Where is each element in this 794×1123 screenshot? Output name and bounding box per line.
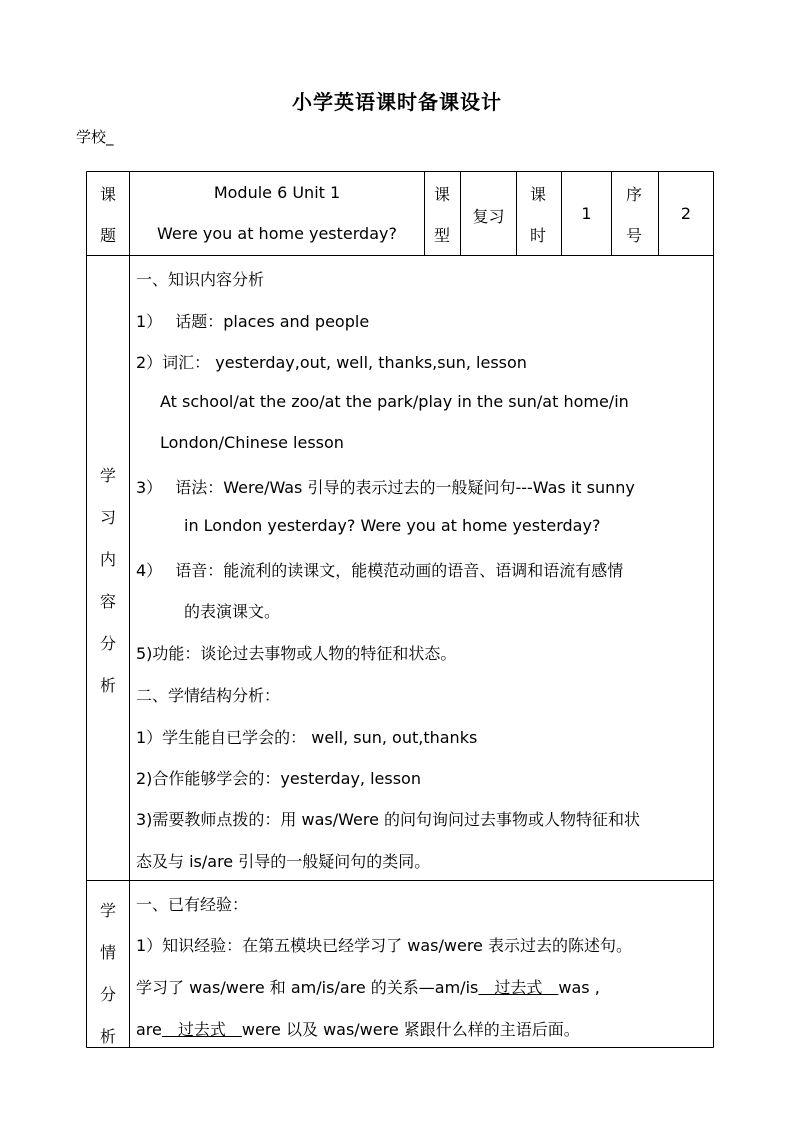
situation-label-char: 分	[99, 985, 116, 1004]
seq-value: 2	[680, 204, 692, 223]
topic-label-char: 课	[99, 185, 116, 204]
study-line: 5)功能：谈论过去事物或人物的特征和状态。	[136, 644, 457, 663]
study-label-char: 学	[99, 466, 116, 485]
situation-text: was ,	[558, 978, 600, 997]
situation-text: are	[136, 1020, 162, 1039]
situation-label-char: 学	[99, 901, 116, 920]
study-label-char: 分	[99, 634, 116, 653]
topic-line-2: Were you at home yesterday?	[157, 224, 397, 243]
type-label	[422, 182, 462, 246]
seq-label-char: 序	[625, 185, 642, 204]
study-label-char: 析	[99, 676, 116, 695]
topic-label	[88, 182, 128, 246]
study-label	[88, 455, 128, 707]
study-line: 态及与 is/are 引导的一般疑问句的类同。	[136, 852, 431, 871]
situation-line	[136, 1017, 580, 1040]
type-label-char: 型	[433, 226, 450, 245]
study-line: At school/at the zoo/at the park/play in the sun/at home/in	[160, 392, 629, 411]
page-title: 小学英语课时备课设计	[292, 90, 502, 114]
study-line: London/Chinese lesson	[160, 433, 344, 452]
situation-text: 学习了 was/were 和 am/is/are 的关系—am/is	[136, 978, 479, 997]
situation-line: 一、已有经验：	[136, 895, 249, 914]
topic-line-1: Module 6 Unit 1	[213, 183, 341, 202]
situation-line	[136, 975, 600, 998]
blank-answer: 过去式	[161, 1020, 242, 1039]
study-line: 二、学情结构分析：	[136, 686, 281, 705]
study-line: 3） 语法：Were/Was 引导的表示过去的一般疑问句---Was it sunny	[136, 478, 635, 497]
situation-line: 1）知识经验：在第五模块已经学习了 was/were 表示过去的陈述句。	[136, 936, 632, 955]
study-label-char: 内	[99, 550, 116, 569]
seq-label	[614, 182, 654, 246]
situation-label-char: 析	[99, 1027, 116, 1046]
blank-answer: 过去式	[478, 978, 559, 997]
situation-text: were 以及 was/were 紧跟什么样的主语后面。	[241, 1020, 580, 1039]
study-line: 1）学生能自已学会的： well, sun, out,thanks	[136, 728, 478, 747]
study-line: in London yesterday? Were you at home yesterday?	[184, 516, 601, 535]
type-value: 复习	[472, 207, 505, 226]
school-label: 学校_	[76, 128, 114, 146]
topic-label-char: 题	[99, 226, 116, 245]
period-label-char: 课	[529, 185, 546, 204]
study-line: 2)合作能够学会的：yesterday, lesson	[136, 769, 421, 788]
study-line: 的表演课文。	[184, 602, 281, 621]
study-line: 一、知识内容分析	[136, 270, 265, 289]
study-label-char: 容	[99, 592, 116, 611]
period-label	[518, 182, 558, 246]
situation-label	[88, 890, 128, 1058]
study-line: 4） 语音：能流利的读课文，能模范动画的语音、语调和语流有感情	[136, 561, 624, 580]
situation-label-char: 情	[99, 943, 116, 962]
seq-label-char: 号	[625, 226, 642, 245]
study-line: 2）词汇： yesterday,out, well, thanks,sun, lesson	[136, 353, 527, 372]
study-line: 1） 话题：places and people	[136, 312, 370, 331]
study-line: 3)需要教师点拨的：用 was/Were 的问句询问过去事物或人物特征和状	[136, 810, 641, 829]
period-value: 1	[581, 204, 592, 223]
period-label-char: 时	[529, 226, 546, 245]
study-label-char: 习	[99, 508, 116, 527]
type-label-char: 课	[433, 185, 450, 204]
